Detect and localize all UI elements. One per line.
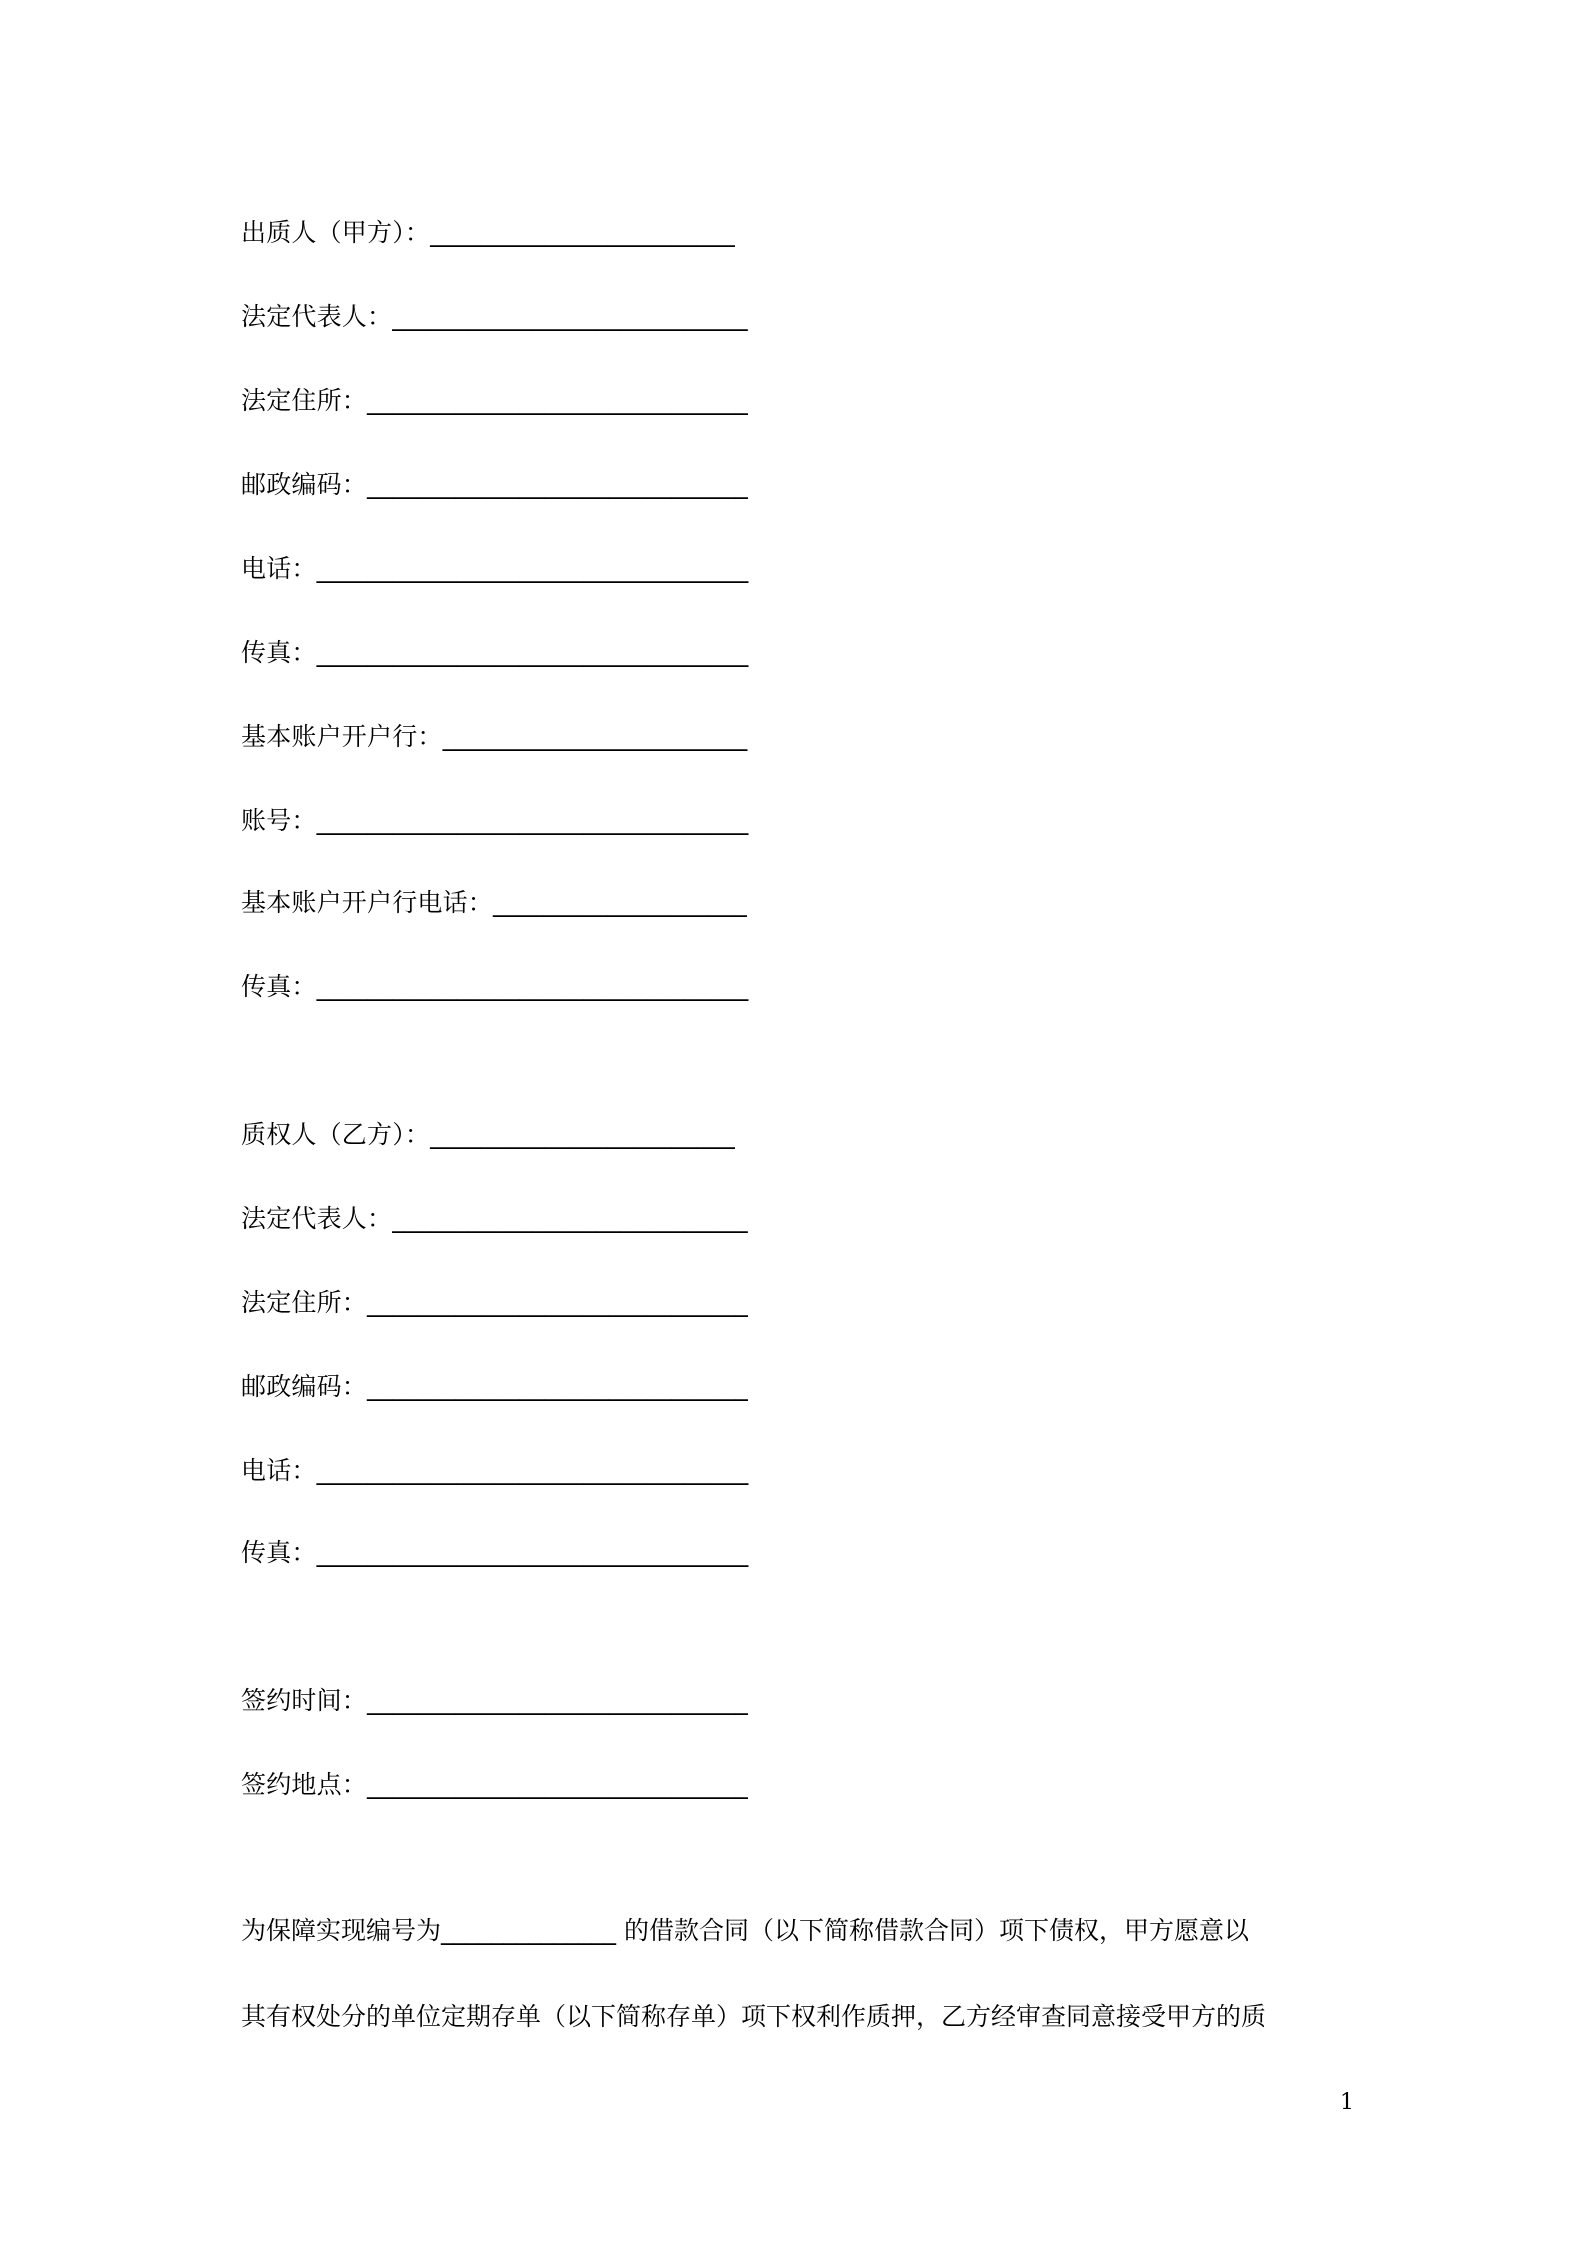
party-a-fax-field: 传真：__________________________________ (241, 638, 749, 667)
party-a-postal-code-field: 邮政编码：______________________________ (241, 470, 749, 499)
page-number: 1 (1340, 2090, 1354, 2115)
party-b-legal-representative-field: 法定代表人：____________________________ (241, 1204, 748, 1233)
party-a-account-field: 账号：__________________________________ (241, 806, 749, 835)
party-a-bank-phone-field: 基本账户开户行电话：____________________ (241, 888, 748, 917)
party-a-phone-field: 电话：__________________________________ (241, 554, 749, 583)
body-paragraph-line-2: 其有权处分的单位定期存单（以下简称存单）项下权利作质押，乙方经审查同意接受甲方的质 (241, 2002, 1267, 2031)
party-a-bank-field: 基本账户开户行：________________________ (241, 722, 748, 751)
signing-place-field: 签约地点：______________________________ (241, 1770, 749, 1799)
party-a-legal-address-field: 法定住所：______________________________ (241, 386, 749, 415)
party-a-pledgor-field: 出质人（甲方）：________________________ (241, 218, 735, 247)
party-a-fax-2-field: 传真：__________________________________ (241, 972, 749, 1001)
party-b-phone-field: 电话：__________________________________ (241, 1456, 749, 1485)
party-b-legal-address-field: 法定住所：______________________________ (241, 1288, 749, 1317)
party-b-fax-field: 传真：__________________________________ (241, 1538, 749, 1567)
body-paragraph-line-1: 为保障实现编号为______________ 的借款合同（以下简称借款合同）项下债权，甲方愿意以 (241, 1916, 1249, 1945)
signing-time-field: 签约时间：______________________________ (241, 1686, 749, 1715)
party-b-postal-code-field: 邮政编码：______________________________ (241, 1372, 749, 1401)
party-b-pledgee-field: 质权人（乙方）：________________________ (241, 1120, 735, 1149)
party-a-legal-representative-field: 法定代表人：____________________________ (241, 302, 748, 331)
